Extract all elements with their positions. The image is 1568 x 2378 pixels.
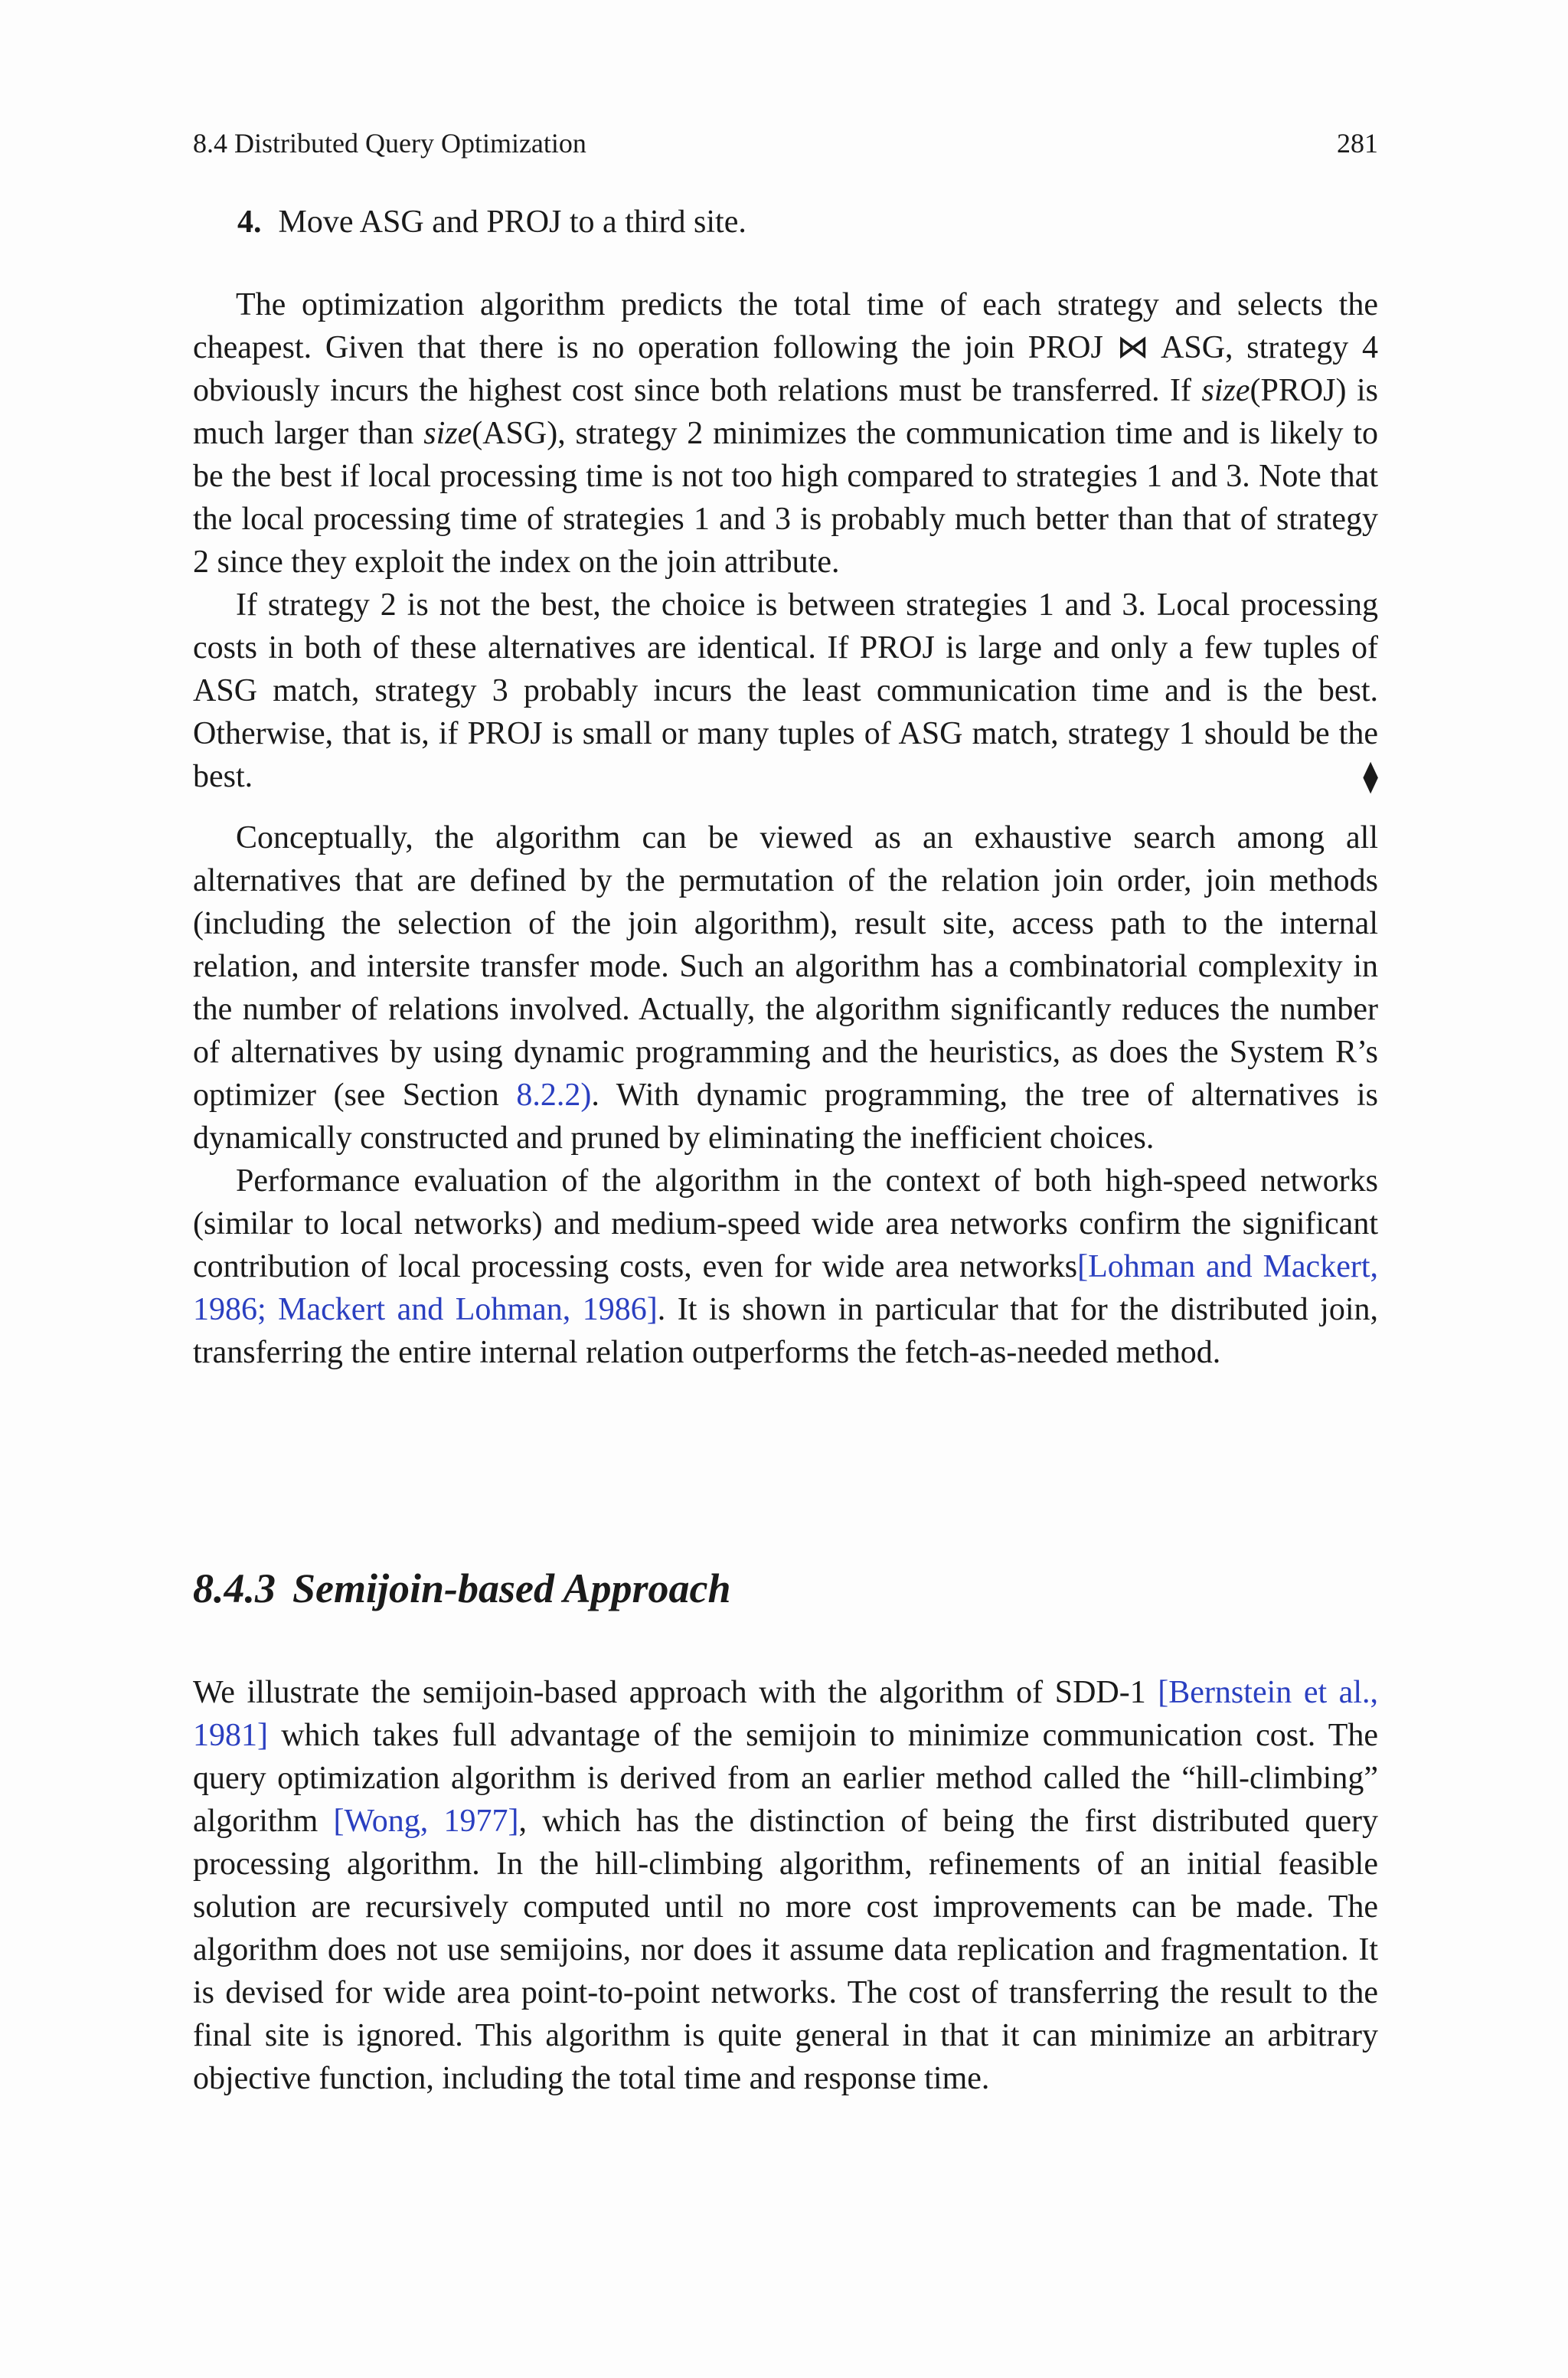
list-item-text: Move ASG and PROJ to a third site. <box>278 204 746 240</box>
running-header <box>193 126 1378 160</box>
citation-link-bernstein[interactable]: [Bernstein et al., 1981] <box>193 1675 1378 1753</box>
text-block-semijoin <box>193 1671 1378 2100</box>
page-number: 281 <box>1337 128 1378 159</box>
paragraph-strategy-selection: The optimization algorithm predicts the total time of each strategy and selects the cheapest. Given that there is no operation following the join PROJ ⋈ ASG, strategy 4 obviously incurs the highest cost since both relations must be transferred. If size(PROJ) is much larger than size(ASG), strategy 2 minimizes the communication time and is likely to be the best if local processing time is not too high compared to strategies 1 and 3. Note that the local processing time of strategies 1 and 3 is probably much better than that of strategy 2 since they exploit the index on the join attribute. <box>193 287 1378 580</box>
citation-link[interactable]: [Lohman and Mackert, 1986; Mackert and Lohman, 1986] <box>193 1249 1378 1327</box>
section-heading <box>193 1564 731 1613</box>
paragraph-strategy-choice: If strategy 2 is not the best, the choice is between strategies 1 and 3. Local processing costs in both of these alternatives are identical. If PROJ is large and only a few tuples of ASG match, strategy 3 probably incurs the least communication time and is the best. Otherwise, that is, if PROJ is small or many tuples of ASG match, strategy 1 should be the best. ⧫ <box>193 584 1378 798</box>
text-block-strategies <box>193 283 1378 798</box>
section-title: Semijoin-based Approach <box>292 1565 731 1611</box>
end-of-example-icon: ⧫ <box>1363 759 1378 793</box>
header-section-title: 8.4 Distributed Query Optimization <box>193 128 586 159</box>
section-number: 8.4.3 <box>193 1565 276 1611</box>
paragraph-semijoin-approach: We illustrate the semijoin-based approach with the algorithm of SDD-1 [Bernstein et al., 1981] which takes full advantage of the semijoin to minimize communication cost. The query optimization algorithm is derived from an earlier method called the “hill-climbing” algorithm [Wong, 1977], which has the distinction of being the first distributed query processing algorithm. In the hill-climbing algorithm, refinements of an initial feasible solution are recursively computed until no more cost improvements can be made. The algorithm does not use semijoins, nor does it assume data replication and fragmentation. It is devised for wide area point-to-point networks. The cost of transferring the result to the final site is ignored. This algorithm is quite general in that it can minimize an arbitrary objective function, including the total time and response time. <box>193 1675 1378 2096</box>
citation-link-wong[interactable]: [Wong, 1977] <box>333 1804 519 1839</box>
paragraph-exhaustive-search: Conceptually, the algorithm can be viewed as an exhaustive search among all alternatives that are defined by the permutation of the relation join order, join methods (including the selection of the join algorithm), result site, access path to the internal relation, and intersite transfer mode. Such an algorithm has a combinatorial complexity in the number of relations involved. Actually, the algorithm significantly reduces the number of alternatives by using dynamic programming and the heuristics, as does the System R’s optimizer (see Section 8.2.2). With dynamic programming, the tree of alternatives is dynamically constructed and pruned by eliminating the inefficient choices. <box>193 820 1378 1156</box>
strategy-list-item <box>237 201 746 244</box>
paragraph-performance-evaluation: Performance evaluation of the algorithm in the context of both high-speed networks (similar to local networks) and medium-speed wide area networks confirm the significant contribution of local processing costs, even for wide area networks[Lohman and Mackert, 1986; Mackert and Lohman, 1986]. It is shown in particular that for the distributed join, transferring the entire internal relation outperforms the fetch-as-needed method. <box>193 1163 1379 1370</box>
text-block-conceptual <box>193 816 1378 1374</box>
list-item-number: 4. <box>237 204 262 240</box>
section-link[interactable]: 8.2.2) <box>516 1078 592 1113</box>
